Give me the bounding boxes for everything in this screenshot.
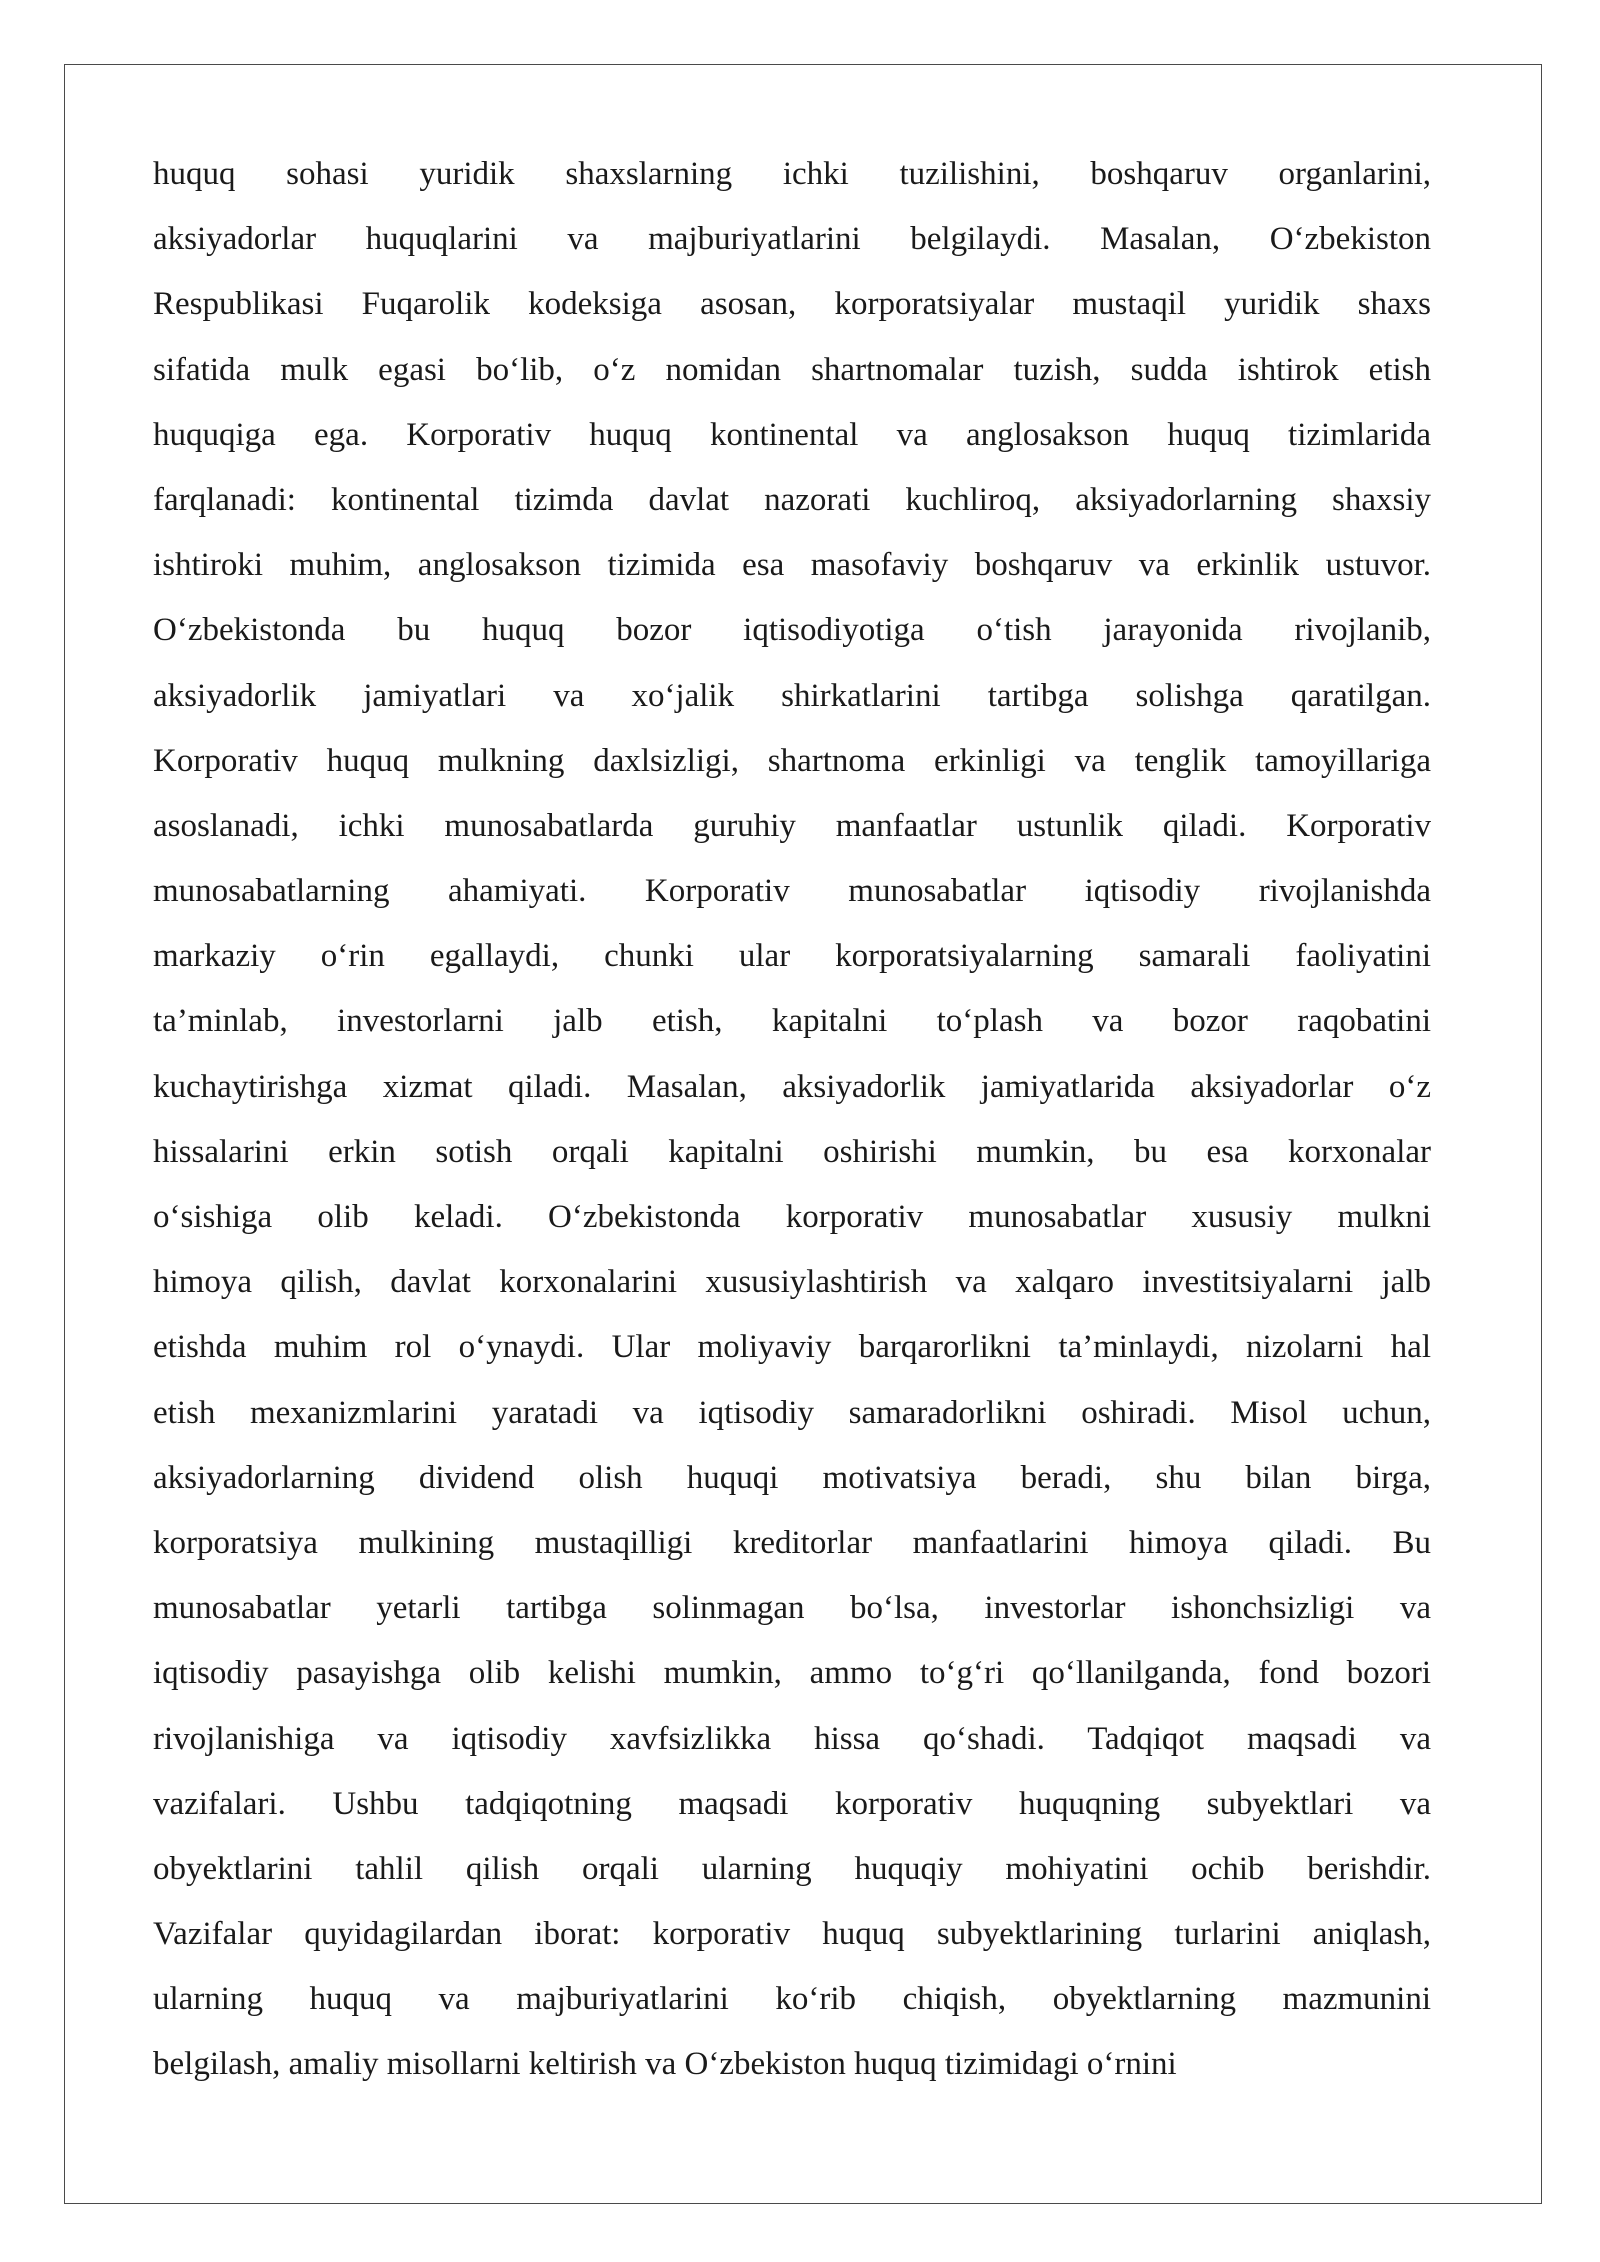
text-line: etishda muhim rol o‘ynaydi. Ular moliyaviy barqarorlikni ta’minlaydi, nizolarni hal	[153, 1329, 1431, 1366]
text-line: etish mexanizmlarini yaratadi va iqtisodiy samaradorlikni oshiradi. Misol uchun,	[153, 1394, 1431, 1431]
text-line: aksiyadorlar huquqlarini va majburiyatlarini belgilaydi. Masalan, O‘zbekiston	[153, 221, 1431, 258]
text-line: himoya qilish, davlat korxonalarini xususiylashtirish va xalqaro investitsiyalarni jalb	[153, 1264, 1431, 1301]
text-line: ularning huquq va majburiyatlarini ko‘rib chiqish, obyektlarning mazmunini	[153, 1981, 1431, 2018]
text-line: Korporativ huquq mulkning daxlsizligi, shartnoma erkinligi va tenglik tamoyillariga	[153, 742, 1431, 779]
text-line: huquqiga ega. Korporativ huquq kontinental va anglosakson huquq tizimlarida	[153, 416, 1431, 453]
text-line: ta’minlab, investorlarni jalb etish, kapitalni to‘plash va bozor raqobatini	[153, 1003, 1431, 1040]
text-line: vazifalari. Ushbu tadqiqotning maqsadi korporativ huquqning subyektlari va	[153, 1785, 1431, 1822]
text-line: kuchaytirishga xizmat qiladi. Masalan, aksiyadorlik jamiyatlarida aksiyadorlar o‘z	[153, 1068, 1431, 1105]
text-line: hissalarini erkin sotish orqali kapitalni oshirishi mumkin, bu esa korxonalar	[153, 1133, 1431, 1170]
text-line: munosabatlarning ahamiyati. Korporativ munosabatlar iqtisodiy rivojlanishda	[153, 873, 1431, 910]
text-line: Vazifalar quyidagilardan iborat: korporativ huquq subyektlarining turlarini aniqlash,	[153, 1916, 1431, 1953]
text-line: aksiyadorlarning dividend olish huquqi motivatsiya beradi, shu bilan birga,	[153, 1459, 1431, 1496]
text-line: korporatsiya mulkining mustaqilligi kreditorlar manfaatlarini himoya qiladi. Bu	[153, 1524, 1431, 1561]
text-line: belgilash, amaliy misollarni keltirish va O‘zbekiston huquq tizimidagi o‘rnini	[153, 2046, 1177, 2083]
text-line: obyektlarini tahlil qilish orqali ularning huquqiy mohiyatini ochib berishdir.	[153, 1850, 1431, 1887]
text-line: munosabatlar yetarli tartibga solinmagan bo‘lsa, investorlar ishonchsizligi va	[153, 1590, 1431, 1627]
text-line: O‘zbekistonda bu huquq bozor iqtisodiyotiga o‘tish jarayonida rivojlanib,	[153, 612, 1431, 649]
body-paragraph	[153, 142, 1431, 2098]
text-line: huquq sohasi yuridik shaxslarning ichki tuzilishini, boshqaruv organlarini,	[153, 156, 1431, 192]
text-line: aksiyadorlik jamiyatlari va xo‘jalik shirkatlarini tartibga solishga qaratilgan.	[153, 677, 1431, 714]
text-line: rivojlanishiga va iqtisodiy xavfsizlikka hissa qo‘shadi. Tadqiqot maqsadi va	[153, 1720, 1431, 1757]
text-line: Respublikasi Fuqarolik kodeksiga asosan, korporatsiyalar mustaqil yuridik shaxs	[153, 286, 1431, 323]
text-line: sifatida mulk egasi bo‘lib, o‘z nomidan shartnomalar tuzish, sudda ishtirok etish	[153, 351, 1431, 388]
text-line: asoslanadi, ichki munosabatlarda guruhiy manfaatlar ustunlik qiladi. Korporativ	[153, 807, 1431, 844]
text-line: o‘sishiga olib keladi. O‘zbekistonda korporativ munosabatlar xususiy mulkni	[153, 1199, 1431, 1235]
text-line: markaziy o‘rin egallaydi, chunki ular korporatsiyalarning samarali faoliyatini	[153, 938, 1431, 975]
text-line: ishtiroki muhim, anglosakson tizimida esa masofaviy boshqaruv va erkinlik ustuvor.	[153, 547, 1431, 584]
text-line: iqtisodiy pasayishga olib kelishi mumkin, ammo to‘g‘ri qo‘llanilganda, fond bozori	[153, 1655, 1431, 1692]
text-line: farqlanadi: kontinental tizimda davlat nazorati kuchliroq, aksiyadorlarning shaxsiy	[153, 481, 1431, 518]
